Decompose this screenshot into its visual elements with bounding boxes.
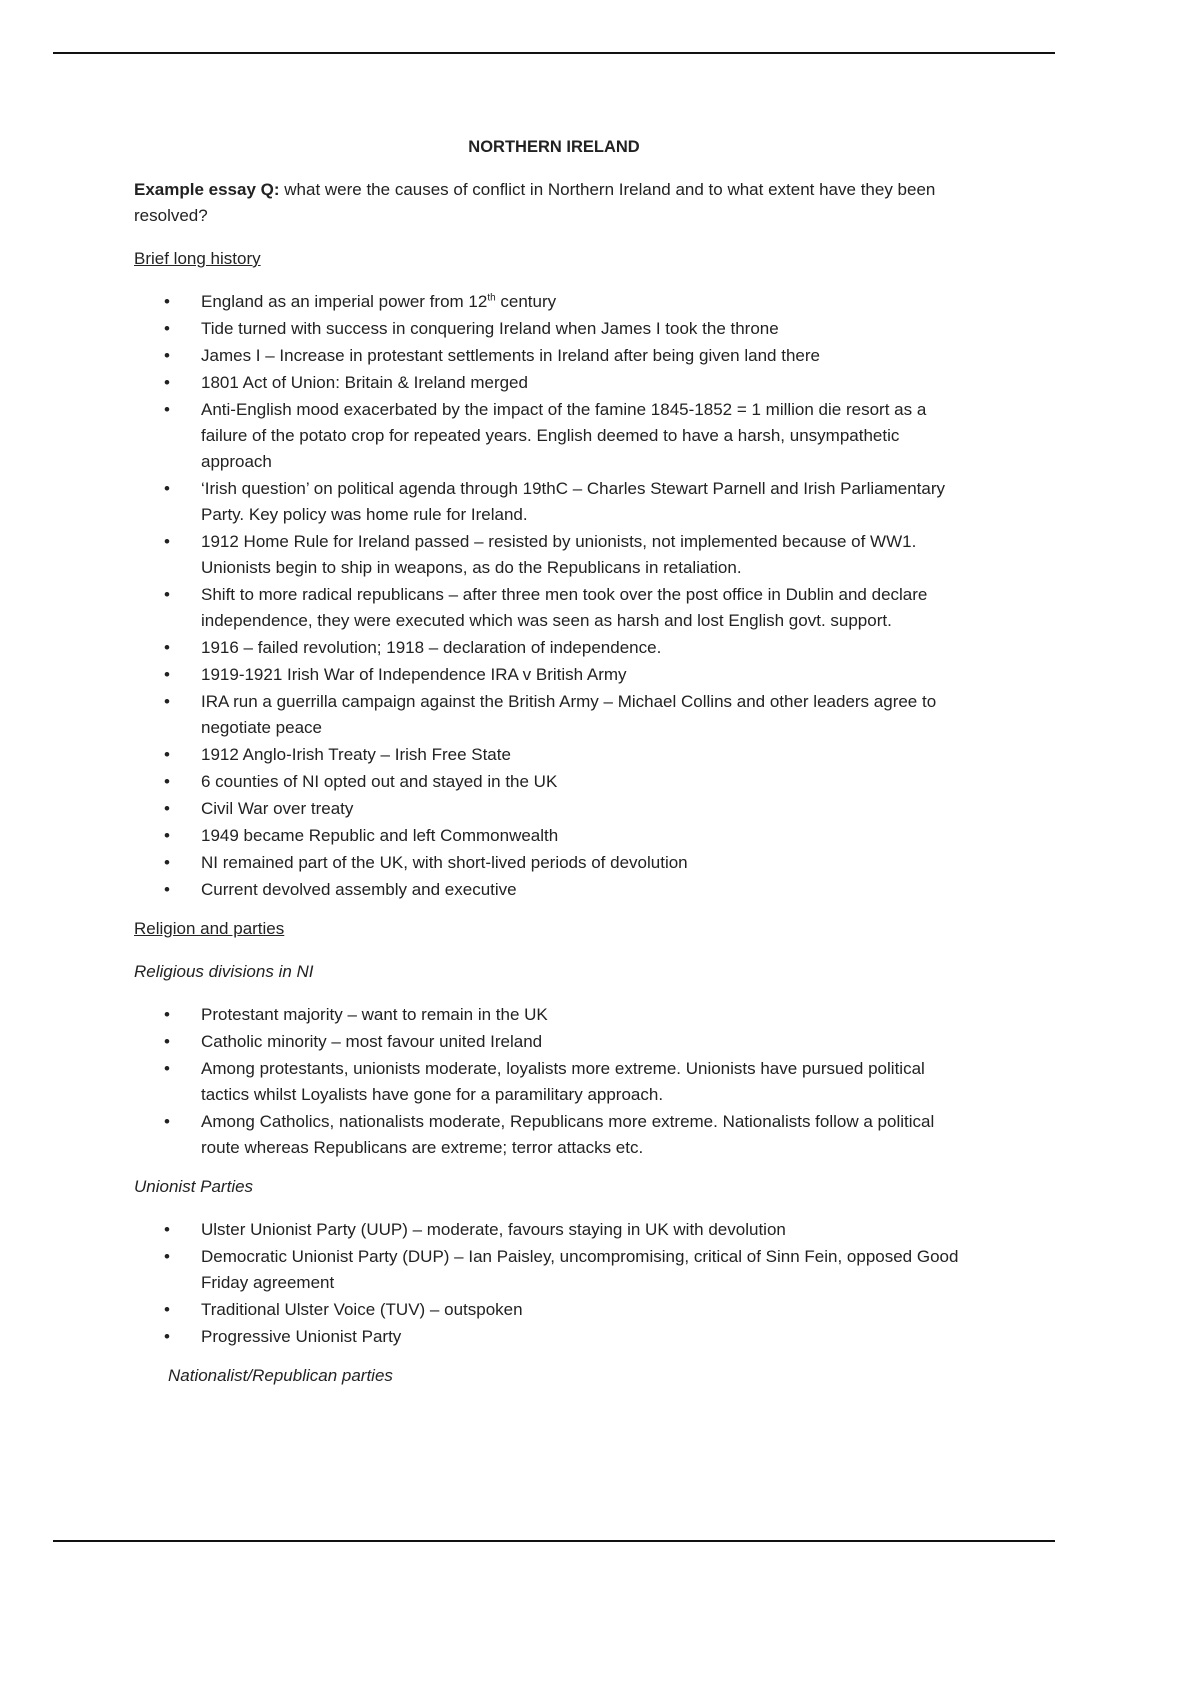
list-item-text: Among protestants, unionists moderate, loyalists more extreme. Unionists have pursued political tactics whilst Loyalists have gone for a paramilitary approach. — [201, 1059, 925, 1104]
bullet-icon: • — [164, 1112, 170, 1131]
list-item-text: England as an imperial power from 12 — [201, 292, 488, 311]
bullet-icon: • — [164, 1327, 170, 1346]
section-heading-religion: Religion and parties — [134, 919, 285, 938]
bullet-icon: • — [164, 880, 170, 899]
bullet-icon: • — [164, 373, 170, 392]
list-item — [134, 397, 974, 475]
list-item — [134, 796, 974, 822]
history-list — [134, 289, 974, 903]
list-item-text: Traditional Ulster Voice (TUV) – outspoken — [201, 1300, 523, 1319]
list-item-text: IRA run a guerrilla campaign against the British Army – Michael Collins and other leaders agree to negotiate peace — [201, 692, 937, 737]
list-item-text: Protestant majority – want to remain in the UK — [201, 1005, 548, 1024]
bullet-icon: • — [164, 400, 170, 419]
list-item — [134, 742, 974, 768]
list-item — [134, 343, 974, 369]
list-item-text: Democratic Unionist Party (DUP) – Ian Paisley, uncompromising, critical of Sinn Fein, opposed Good Friday agreement — [201, 1247, 959, 1292]
bullet-icon: • — [164, 745, 170, 764]
bullet-icon: • — [164, 799, 170, 818]
bullet-icon: • — [164, 853, 170, 872]
bullet-icon: • — [164, 1032, 170, 1051]
list-item-text: Ulster Unionist Party (UUP) – moderate, favours staying in UK with devolution — [201, 1220, 786, 1239]
list-item — [134, 1324, 974, 1350]
list-item-text: Civil War over treaty — [201, 799, 354, 818]
list-item — [134, 1297, 974, 1323]
header-rule — [53, 52, 1055, 54]
subheading-unionist-parties: Unionist Parties — [134, 1177, 254, 1196]
list-item — [134, 1217, 974, 1243]
list-item — [134, 1244, 974, 1296]
list-item-text: Current devolved assembly and executive — [201, 880, 517, 899]
list-item-text: 6 counties of NI opted out and stayed in the UK — [201, 772, 558, 791]
list-item-text: Shift to more radical republicans – after three men took over the post office in Dublin and declare independence, they were executed which was seen as harsh and lost English govt. support. — [201, 585, 928, 630]
list-item-text: 1801 Act of Union: Britain & Ireland merged — [201, 373, 528, 392]
bullet-icon: • — [164, 1220, 170, 1239]
list-item-text: 1919-1921 Irish War of Independence IRA v British Army — [201, 665, 627, 684]
essay-label: Example essay Q: — [134, 180, 280, 199]
list-item — [134, 316, 974, 342]
list-item — [134, 476, 974, 528]
list-item — [134, 1029, 974, 1055]
list-item-text: Tide turned with success in conquering Ireland when James I took the throne — [201, 319, 779, 338]
list-item — [134, 1056, 974, 1108]
page-title: NORTHERN IRELAND — [468, 138, 640, 156]
list-item-text: Among Catholics, nationalists moderate, Republicans more extreme. Nationalists follow a political route whereas Republicans are extreme; terror attacks etc. — [201, 1112, 935, 1157]
list-item — [134, 823, 974, 849]
superscript: th — [487, 292, 496, 304]
list-item-text: ‘Irish question’ on political agenda through 19thC – Charles Stewart Parnell and Irish Parliamentary Party. Key policy was home rule for Ireland. — [201, 479, 945, 524]
list-item — [134, 877, 974, 903]
bullet-icon: • — [164, 319, 170, 338]
list-item — [134, 529, 974, 581]
bullet-icon: • — [164, 772, 170, 791]
document-body — [134, 134, 974, 1406]
list-item — [134, 1109, 974, 1161]
list-item-text: Anti-English mood exacerbated by the impact of the famine 1845-1852 = 1 million die resort as a failure of the potato crop for repeated years. English deemed to have a harsh, unsympathetic approach — [201, 400, 927, 471]
list-item-text: James I – Increase in protestant settlements in Ireland after being given land there — [201, 346, 820, 365]
essay-question — [134, 177, 974, 229]
bullet-icon: • — [164, 1005, 170, 1024]
list-item-text: century — [495, 292, 557, 311]
list-item — [134, 582, 974, 634]
list-item-text: 1949 became Republic and left Commonwealth — [201, 826, 559, 845]
unionist-list — [134, 1217, 974, 1350]
section-heading-history: Brief long history — [134, 249, 261, 268]
subheading-nationalist-parties: Nationalist/Republican parties — [168, 1366, 393, 1385]
bullet-icon: • — [164, 1059, 170, 1078]
list-item — [134, 370, 974, 396]
bullet-icon: • — [164, 826, 170, 845]
list-item — [134, 769, 974, 795]
footer-rule — [53, 1540, 1055, 1542]
list-item-text: NI remained part of the UK, with short-lived periods of devolution — [201, 853, 688, 872]
list-item — [134, 635, 974, 661]
bullet-icon: • — [164, 532, 170, 551]
bullet-icon: • — [164, 292, 170, 311]
bullet-icon: • — [164, 1300, 170, 1319]
bullet-icon: • — [164, 638, 170, 657]
list-item-text: 1912 Anglo-Irish Treaty – Irish Free State — [201, 745, 511, 764]
bullet-icon: • — [164, 585, 170, 604]
bullet-icon: • — [164, 665, 170, 684]
bullet-icon: • — [164, 346, 170, 365]
list-item — [134, 689, 974, 741]
list-item-text: 1912 Home Rule for Ireland passed – resisted by unionists, not implemented because of WW1. Unionists begin to ship in weapons, as do the Republicans in retaliation. — [201, 532, 917, 577]
essay-question-text: what were the causes of conflict in Northern Ireland and to what extent have they been resolved? — [134, 180, 936, 225]
list-item — [134, 1002, 974, 1028]
list-item — [134, 850, 974, 876]
list-item-text: 1916 – failed revolution; 1918 – declaration of independence. — [201, 638, 662, 657]
bullet-icon: • — [164, 479, 170, 498]
list-item-text: Progressive Unionist Party — [201, 1327, 402, 1346]
bullet-icon: • — [164, 1247, 170, 1266]
list-item — [134, 662, 974, 688]
list-item — [134, 289, 974, 315]
religion-list — [134, 1002, 974, 1161]
subheading-religious-divisions: Religious divisions in NI — [134, 962, 314, 981]
bullet-icon: • — [164, 692, 170, 711]
list-item-text: Catholic minority – most favour united Ireland — [201, 1032, 543, 1051]
